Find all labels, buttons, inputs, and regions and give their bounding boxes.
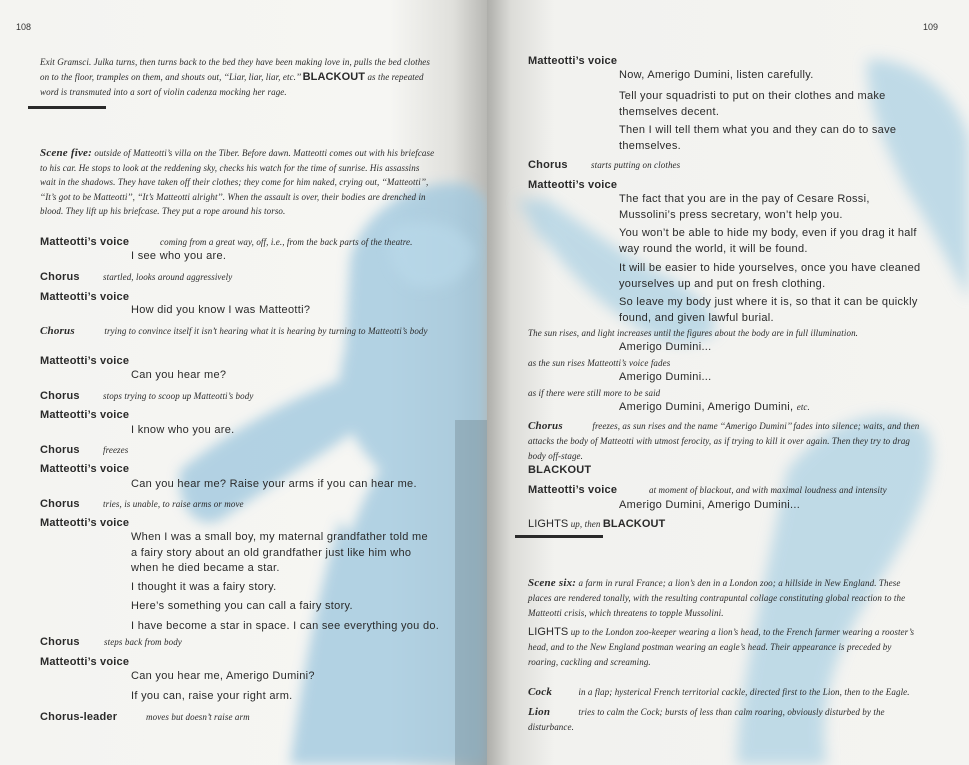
speaker-label: Matteotti’s voice [528,484,618,496]
speaker-label: Matteotti’s voice [528,55,618,67]
stage-direction: as the sun rises Matteotti’s voice fades [528,358,671,368]
speaker-label: Matteotti’s voice [40,409,130,421]
dialogue-paragraph: You won’t be able to hide my body, even if you drag it half way round the world, it will be found. [619,227,917,255]
dialogue-paragraph: Can you hear me, Amerigo Dumini? [131,670,315,682]
dialogue-line: Can you hear me? [131,369,227,381]
dialogue-paragraph: Here’s something you can call a fairy story. [131,600,353,612]
stage-direction: as if there were still more to be said [528,388,661,398]
blackout-label: BLACKOUT [528,464,592,476]
lights-direction: up, then [570,519,601,529]
speaker-label: Chorus-leader [40,711,118,723]
stage-direction: starts putting on clothes [591,160,681,170]
dialogue-line: I know who you are. [131,424,235,436]
opening-direction-text: Exit Gramsci. Julka turns, then turns back to the bed they have been making love in, pulls the bed clothes on to the floor, tramples on them, and shouts out, ‘‘Liar, liar, liar, etc.’’ [40,57,431,82]
stage-direction: in a flap; hysterical French territorial cackle, directed first to the Lion, then to the Eagle. [578,687,910,697]
scene-five-text: outside of Matteotti’s villa on the Tiber. Before dawn. Matteotti comes out with his briefcase to his car. He stops to look at the reddening sky, checks his watch for the time of sunrise. His assassins wait in the shadows. They have taken off their clothes; they come for him naked, crying out, ‘‘Matteotti’’, ‘‘It’s got to be Matteotti’’, ‘‘It’s Matteotti alright’’. When the assault is over, their bodies are drenched in blood. They lift up his briefcase. They put a rope around his torso. [40,148,435,216]
speaker-label: Chorus [40,636,80,648]
page-number-left: 108 [16,22,32,32]
speaker-label: Chorus [528,159,568,171]
section-rule-left [28,106,106,109]
lion-line [528,705,923,735]
speaker-label: Matteotti’s voice [40,656,130,668]
page-number-right: 109 [923,22,939,32]
blackout-label: BLACKOUT [302,71,366,83]
speaker-label: Chorus [528,420,563,432]
opening-stage-direction [40,55,435,100]
speaker-label: Chorus [40,498,80,510]
lights-blackout-line [528,517,665,532]
dialogue-paragraph: Tell your squadristi to put on their clothes and make themselves decent. [619,90,886,118]
right-page [487,0,969,765]
stage-direction: moves but doesn’t raise arm [146,712,250,722]
dialogue-line [619,400,810,416]
scene-six-heading: Scene six: [528,577,577,589]
dialogue-paragraph: So leave my body just where it is, so that it can be quickly found, and given lawful burial. [619,296,918,324]
lights-caps: LIGHTS [528,518,569,530]
dialogue-paragraph: The fact that you are in the pay of Cesare Rossi, Mussolini’s press secretary, won’t help you. [619,193,870,221]
dialogue-paragraph: I have become a star in space. I can see everything you do. [131,620,440,632]
scene-six-text: a farm in rural France; a lion’s den in a London zoo; a hillside in New England. These places are rendered tonally, with the resulting contrapuntal collage constituting global reaction to the Matteotti crisis, which threatens to topple Mussolini. [528,578,906,618]
stage-direction: The sun rises, and light increases until the figures about the body are in full illumination. [528,328,859,338]
stage-direction: tries to calm the Cock; bursts of less than calm roaring, obviously disturbed by the disturbance. [528,707,885,732]
etc-direction: etc. [796,402,810,412]
speaker-label: Lion [528,706,551,718]
speaker-label: Cock [528,686,553,698]
dialogue-line: Amerigo Dumini... [619,371,712,383]
dialogue-paragraph: Now, Amerigo Dumini, listen carefully. [619,69,814,81]
speaker-label: Matteotti’s voice [40,517,130,529]
dialogue-paragraph: Then I will tell them what you and they can do to save themselves. [619,124,897,152]
speaker-label: Chorus [40,390,80,402]
opening-direction-tail: as the repeated word is transmuted into a sort of violin cadenza mocking her rage. [40,72,424,97]
speaker-label: Matteotti’s voice [40,463,130,475]
stage-direction: trying to convince itself it isn’t hearing what it is hearing by turning to Matteotti’s body [104,326,428,336]
dialogue-line: How did you know I was Matteotti? [131,304,311,316]
speaker-label: Chorus [40,271,80,283]
speaker-label: Matteotti’s voice [40,291,130,303]
dialogue-line: I see who you are. [131,250,227,262]
dialogue-text: Amerigo Dumini, Amerigo Dumini, [619,401,794,413]
stage-direction: at moment of blackout, and with maximal loudness and intensity [649,485,887,495]
stage-direction: coming from a great way, off, i.e., from the back parts of the theatre. [160,237,413,247]
lights-direction: up to the London zoo-keeper wearing a lion’s head, to the French farmer wearing a rooster’s head, and to the New England postman wearing an eagle’s head. Their appearance is preceded by roaring, cackling and screaming. [528,627,915,667]
dialogue-paragraph: When I was a small boy, my maternal grandfather told me a fairy story about an old grandfather just like him who when he died became a star. [131,531,428,574]
stage-direction: tries, is unable, to raise arms or move [103,499,244,509]
speaker-label: Chorus [40,444,80,456]
lights-caps: LIGHTS [528,626,569,638]
speaker-label: Matteotti’s voice [40,355,130,367]
stage-direction: freezes [103,445,129,455]
stage-direction: steps back from body [104,637,182,647]
dialogue-line: Amerigo Dumini, Amerigo Dumini... [619,499,801,511]
scene-five-description [40,146,435,219]
speaker-label: Matteotti’s voice [40,236,130,248]
dialogue-line: Can you hear me? Raise your arms if you can hear me. [131,478,417,490]
scene-six-description [528,576,923,621]
lights-up-block [528,625,923,670]
dialogue-paragraph: If you can, raise your right arm. [131,690,293,702]
dialogue-paragraph: I thought it was a fairy story. [131,581,277,593]
chorus-attack-block [528,419,923,464]
speaker-label: Chorus [40,325,75,337]
cock-line [528,685,923,700]
stage-direction: freezes, as sun rises and the name ‘‘Amerigo Dumini’’ fades into silence; waits, and then attacks the body of Matteotti with utmost ferocity, as if trying to kill it over again. Then they try to drag body off-stage. [528,421,920,461]
scene-five-heading: Scene five: [40,147,92,159]
section-rule-right [515,535,603,538]
dialogue-line: Amerigo Dumini... [619,341,712,353]
stage-direction: stops trying to scoop up Matteotti’s body [103,391,254,401]
stage-direction: startled, looks around aggressively [103,272,233,282]
dialogue-paragraph: It will be easier to hide yourselves, once you have cleaned yourselves up and put on fresh clothing. [619,262,921,290]
blackout-label: BLACKOUT [602,518,666,530]
chorus-direction-block [40,324,435,339]
speaker-label: Matteotti’s voice [528,179,618,191]
